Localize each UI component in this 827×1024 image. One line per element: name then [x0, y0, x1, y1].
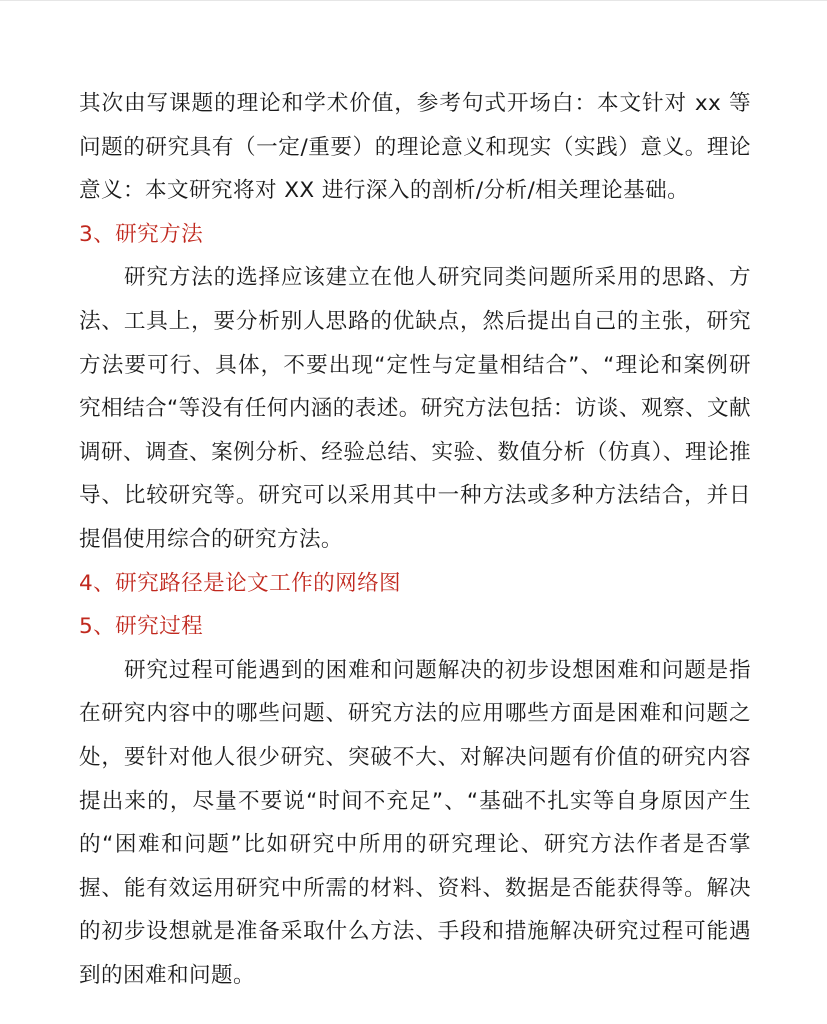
section-3-body: 研究方法的选择应该建立在他人研究同类问题所采用的思路、方法、工具上，要分析别人思路的优缺点，然后提出自己的主张，研究方法要可行、具体，不要出现“定性与定量相结合”、“理论和案例研究相结合“等没有任何内涵的表述。研究方法包括：访谈、观察、文献调研、调查、案例分析、经验总结、实验、数值分析（仿真）、理论推导、比较研究等。研究可以采用其中一种方法或多种方法结合，并日提倡使用综合的研究方法。	[79, 265, 751, 552]
section-5-heading: 5、研究过程	[79, 614, 204, 640]
section-4-heading: 4、研究路径是论文工作的网络图	[79, 570, 402, 596]
document-page	[79, 82, 751, 997]
section-5-body: 研究过程可能遇到的困难和问题解决的初步设想困难和问题是指在研究内容中的哪些问题、研究方法的应用哪些方面是困难和问题之处，要针对他人很少研究、突破不大、对解决问题有价值的研究内容提出来的，尽量不要说“时间不充足”、“基础不扎实等自身原因产生的“困难和问题”比如研究中所用的研究理论、研究方法作者是否掌握、能有效运用研究中所需的材料、资料、数据是否能获得等。解决的初步设想就是准备采取什么方法、手段和措施解决研究过程可能遇到的困难和问题。	[79, 657, 751, 988]
top-divider	[0, 0, 827, 1]
section-3-heading: 3、研究方法	[79, 221, 204, 247]
intro-paragraph: 其次由写课题的理论和学术价值，参考句式开场白：本文针对 xx 等问题的研究具有（一定/重要）的理论意义和现实（实践）意义。理论意义：本文研究将对 XX 进行深入的剖析/分析/相关理论基础。	[79, 91, 751, 204]
